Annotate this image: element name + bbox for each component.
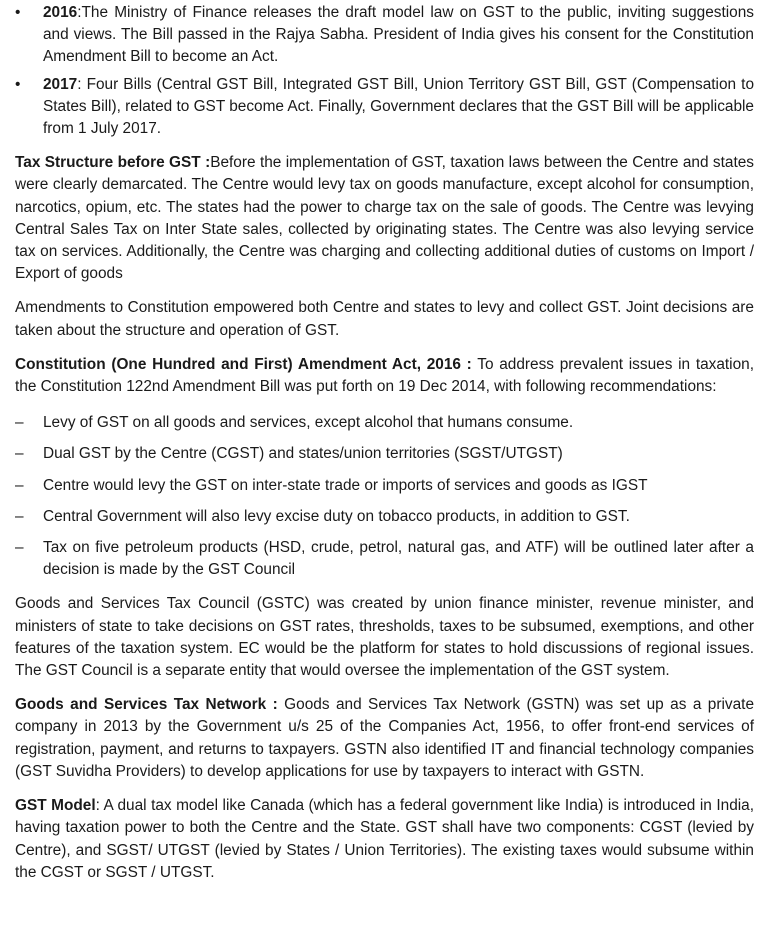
timeline-separator: : [77, 75, 82, 93]
timeline-list [15, 2, 754, 140]
gst-model-separator: : [95, 797, 100, 815]
recommendation-item [15, 506, 754, 528]
gst-model-heading: GST Model [15, 797, 96, 815]
recommendations-list [15, 412, 754, 581]
tax-structure-text: Before the implementation of GST, taxation laws between the Centre and states were clearly demarcated. The Centre would levy tax on goods manufacture, except alcohol for consumption, narcotics, opium, etc. The states had the power to charge tax on the sale of goods. The Centre was levying Central Sales Tax on Inter State sales, collected by originating states. The Centre was also levying service tax on services. Additionally, the Centre was charging and collecting additional duties of customs on Import / Export of goods [15, 154, 754, 283]
timeline-year: 2017 [43, 75, 78, 93]
dash-marker: – [15, 476, 24, 494]
gst-council-paragraph: Goods and Services Tax Council (GSTC) was created by union finance minister, revenue minister, and ministers of state to take decisions on GST rates, thresholds, taxes to be subsumed, exemptions, and other features of the taxation system. EC would be the platform for states to hold discussions of regional issues. The GST Council is a separate entity that would oversee the implementation of the GST system. [15, 595, 754, 680]
bullet-marker: • [15, 4, 21, 21]
gstn-paragraph [15, 694, 754, 783]
bullet-marker: • [15, 75, 21, 93]
constitution-act-paragraph [15, 354, 754, 398]
timeline-text: Four Bills (Central GST Bill, Integrated GST Bill, Union Territory GST Bill, GST (Compensation to States Bill), related to GST become Act. Finally, Government declares that the GST Bill will be applicable from 1 July 2017. [43, 75, 754, 138]
gst-model-paragraph [15, 795, 754, 884]
dash-marker: – [15, 414, 24, 432]
timeline-year: 2016 [43, 4, 78, 21]
recommendation-item [15, 475, 754, 497]
recommendation-text: Levy of GST on all goods and services, except alcohol that humans consume. [43, 414, 574, 432]
recommendation-text: Centre would levy the GST on inter-state trade or imports of services and goods as IGST [43, 476, 648, 494]
dash-marker: – [15, 539, 24, 557]
gstn-heading: Goods and Services Tax Network : [15, 696, 278, 714]
tax-structure-paragraph [15, 152, 754, 285]
timeline-item-2017 [15, 74, 754, 141]
timeline-text: The Ministry of Finance releases the draft model law on GST to the public, inviting suggestions and views. The Bill passed in the Rajya Sabha. President of India gives his consent for the Constitution Amendment Bill to become an Act. [43, 4, 754, 66]
timeline-item-2016 [15, 2, 754, 69]
gst-model-text: A dual tax model like Canada (which has a federal government like India) is introduced in India, having taxation power to both the Centre and the State. GST shall have two components: CGST (levied by Centre), and SGST/ UTGST (levied by States / Union Territories). The existing taxes would subsume within the CGST or SGST / UTGST. [15, 797, 755, 881]
recommendation-text: Dual GST by the Centre (CGST) and states/union territories (SGST/UTGST) [43, 445, 563, 463]
recommendation-text: Tax on five petroleum products (HSD, crude, petrol, natural gas, and ATF) will be outlined later after a decision is made by the GST Council [43, 539, 754, 579]
amendments-paragraph: Amendments to Constitution empowered both Centre and states to levy and collect GST. Joint decisions are taken about the structure and operation of GST. [15, 299, 754, 339]
constitution-act-text: To address prevalent issues in taxation, the Constitution 122nd Amendment Bill was put forth on 19 Dec 2014, with following recommendations: [15, 355, 754, 396]
recommendation-item [15, 412, 754, 434]
recommendation-text: Central Government will also levy excise duty on tobacco products, in addition to GST. [43, 507, 630, 525]
tax-structure-heading: Tax Structure before GST : [15, 154, 211, 172]
dash-marker: – [15, 507, 24, 525]
timeline-separator: : [77, 4, 82, 21]
recommendation-item [15, 443, 754, 465]
dash-marker: – [15, 445, 24, 463]
recommendation-item [15, 537, 754, 581]
constitution-act-heading: Constitution (One Hundred and First) Amendment Act, 2016 : [15, 355, 472, 373]
recommendations-section [15, 412, 754, 581]
gstn-text: Goods and Services Tax Network (GSTN) was set up as a private company in 2013 by the Government u/s 25 of the Companies Act, 1956, to offer front-end services of registration, payment, and returns to taxpayers. GSTN also identified IT and financial technology companies (GST Suvidha Providers) to develop applications for use by taxpayers to interact with GSTN. [15, 696, 755, 780]
